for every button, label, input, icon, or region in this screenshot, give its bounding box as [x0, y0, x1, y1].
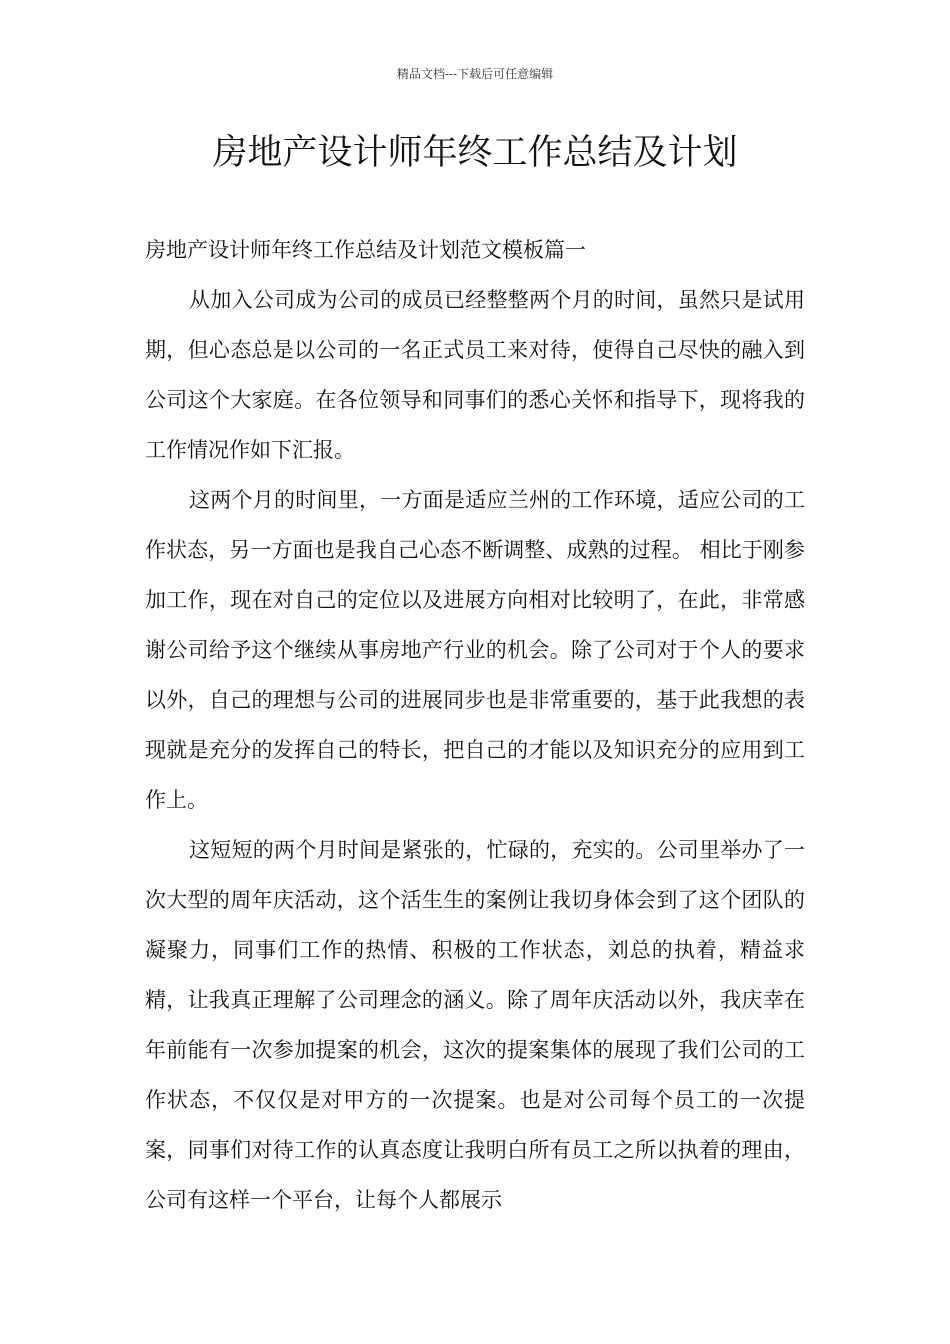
paragraph-2: 这两个月的时间里，一方面是适应兰州的工作环境，适应公司的工作状态，另一方面也是我自己心态不断调整、成熟的过程。 相比于刚参加工作，现在对自己的定位以及进展方向相对比较明了，在此，非常感谢公司给予这个继续从事房地产行业的机会。除了公司对于个人的要求以外，自己的理想与公司的进展同步也是非常重要的，基于此我想的表现就是充分的发挥自己的特长，把自己的才能以及知识充分的应用到工作上。: [145, 488, 805, 812]
page-title: 房地产设计师年终工作总结及计划: [212, 133, 738, 173]
document-body: [145, 225, 805, 1225]
header-note: 精品文档---下载后可任意编辑: [396, 67, 554, 81]
paragraph-3: 这短短的两个月时间是紧张的，忙碌的，充实的。公司里举办了一次大型的周年庆活动，这个活生生的案例让我切身体会到了这个团队的凝聚力，同事们工作的热情、积极的工作状态，刘总的执着，精益求精，让我真正理解了公司理念的涵义。除了周年庆活动以外，我庆幸在年前能有一次参加提案的机会，这次的提案集体的展现了我们公司的工作状态，不仅仅是对甲方的一次提案。也是对公司每个员工的一次提案，同事们对待工作的认真态度让我明白所有员工之所以执着的理由，公司有这样一个平台，让每个人都展示: [145, 838, 805, 1212]
paragraph-1: 从加入公司成为公司的成员已经整整两个月的时间，虽然只是试用期，但心态总是以公司的一名正式员工来对待，使得自己尽快的融入到公司这个大家庭。在各位领导和同事们的悉心关怀和指导下，现将我的工作情况作如下汇报。: [145, 288, 805, 462]
section-subtitle: 房地产设计师年终工作总结及计划范文模板篇一: [145, 238, 586, 262]
